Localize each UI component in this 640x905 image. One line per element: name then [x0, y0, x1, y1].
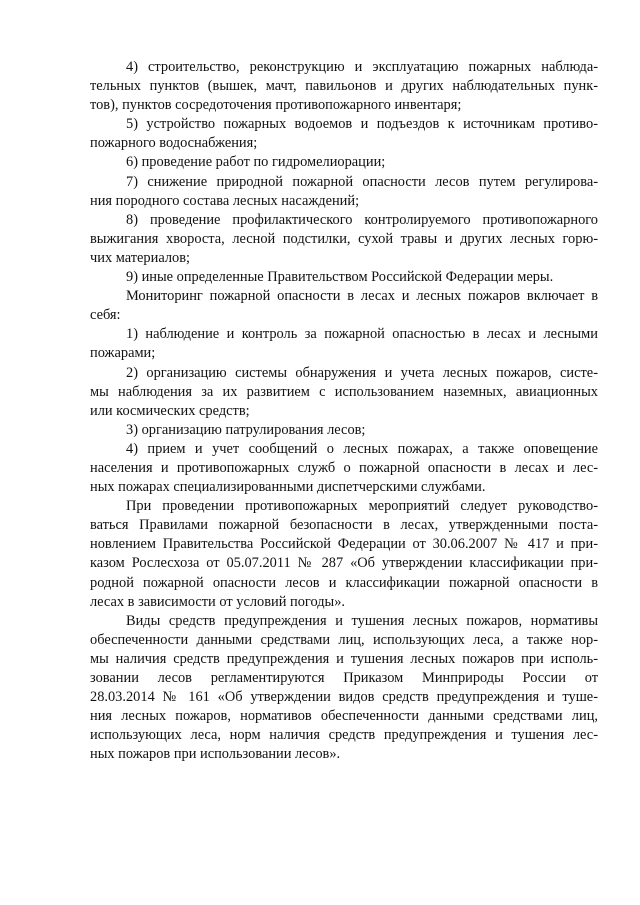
text-line: родной пожарной опасности лесов и классификации пожарной опасности в — [90, 574, 598, 591]
text-line: тов), пунктов сосредоточения противопожарного инвентаря; — [90, 97, 462, 114]
paragraph-item-9 — [90, 268, 598, 287]
paragraph-monitoring-intro — [90, 287, 598, 325]
text-line: чих материалов; — [90, 249, 191, 266]
text-line: пожарного водоснабжения; — [90, 135, 258, 152]
text-line: мы наблюдения за их развитием с использованием наземных, авиационных — [90, 383, 598, 400]
text-line: 1) наблюдение и контроль за пожарной опасностью в лесах и лесными — [126, 326, 598, 343]
paragraph-item-6 — [90, 153, 598, 172]
text-line: ных пожарах специализированными диспетчерскими службами. — [90, 479, 486, 496]
text-line: тельных пунктов (вышек, мачт, павильонов и других наблюдательных пунк- — [90, 78, 598, 95]
text-line: 2) организацию системы обнаружения и учета лесных пожаров, систе- — [126, 364, 598, 381]
text-line: мы наличия средств предупреждения и тушения лесных пожаров при исполь- — [90, 650, 598, 667]
text-line: обеспеченности данными средствами лиц, использующих леса, а также нор- — [90, 631, 598, 648]
text-line: населения и противопожарных служб о пожарной опасности в лесах и лес- — [90, 459, 598, 476]
text-line: 6) проведение работ по гидромелиорации; — [126, 154, 386, 171]
text-line: ных пожаров при использовании лесов». — [90, 746, 341, 763]
paragraph-rules — [90, 497, 598, 612]
paragraph-monitoring-3 — [90, 421, 598, 440]
text-line: 3) организацию патрулирования лесов; — [126, 421, 366, 438]
paragraph-item-7 — [90, 173, 598, 211]
text-line: лесах в зависимости от условий погоды». — [90, 593, 346, 610]
text-line: ния лесных пожаров, нормативов обеспеченности данными средствами лиц, — [90, 708, 598, 725]
text-line: 7) снижение природной пожарной опасности лесов путем регулирова- — [126, 173, 598, 190]
paragraph-item-4 — [90, 58, 598, 115]
paragraph-means — [90, 612, 598, 765]
paragraph-item-5 — [90, 115, 598, 153]
text-line: пожарами; — [90, 345, 156, 362]
text-line: 4) строительство, реконструкцию и эксплуатацию пожарных наблюда- — [126, 59, 598, 75]
text-line: 28.03.2014 № 161 «Об утверждении видов средств предупреждения и туше- — [90, 689, 598, 706]
text-line: казом Рослесхоза от 05.07.2011 № 287 «Об утверждении классификации при- — [90, 555, 598, 572]
document-page — [90, 58, 598, 764]
text-line: Виды средств предупреждения и тушения лесных пожаров, нормативы — [126, 612, 598, 629]
text-line: 4) прием и учет сообщений о лесных пожарах, а также оповещение — [126, 440, 598, 457]
text-line: ния породного состава лесных насаждений; — [90, 192, 360, 209]
text-line: При проведении противопожарных мероприятий следует руководство- — [126, 498, 598, 515]
text-line: ваться Правилами пожарной безопасности в лесах, утвержденными поста- — [90, 517, 598, 534]
paragraph-item-8 — [90, 211, 598, 268]
text-line: 5) устройство пожарных водоемов и подъездов к источникам противо- — [126, 116, 598, 133]
text-line: новлением Правительства Российской Федерации от 30.06.2007 № 417 и при- — [90, 536, 598, 553]
text-line: Мониторинг пожарной опасности в лесах и лесных пожаров включает в — [126, 288, 598, 305]
paragraph-monitoring-4 — [90, 440, 598, 497]
paragraph-monitoring-1 — [90, 325, 598, 363]
text-line: выжигания хвороста, лесной подстилки, сухой травы и других лесных горю- — [90, 230, 598, 247]
paragraph-monitoring-2 — [90, 364, 598, 421]
text-line: зовании лесов регламентируются Приказом Минприроды России от — [90, 670, 598, 686]
text-line: 8) проведение профилактического контролируемого противопожарного — [126, 211, 598, 228]
text-line: или космических средств; — [90, 402, 250, 419]
text-line: использующих леса, норм наличия средств предупреждения и тушения лес- — [90, 727, 598, 744]
text-line: себя: — [90, 307, 121, 324]
text-line: 9) иные определенные Правительством Российской Федерации меры. — [126, 269, 554, 286]
